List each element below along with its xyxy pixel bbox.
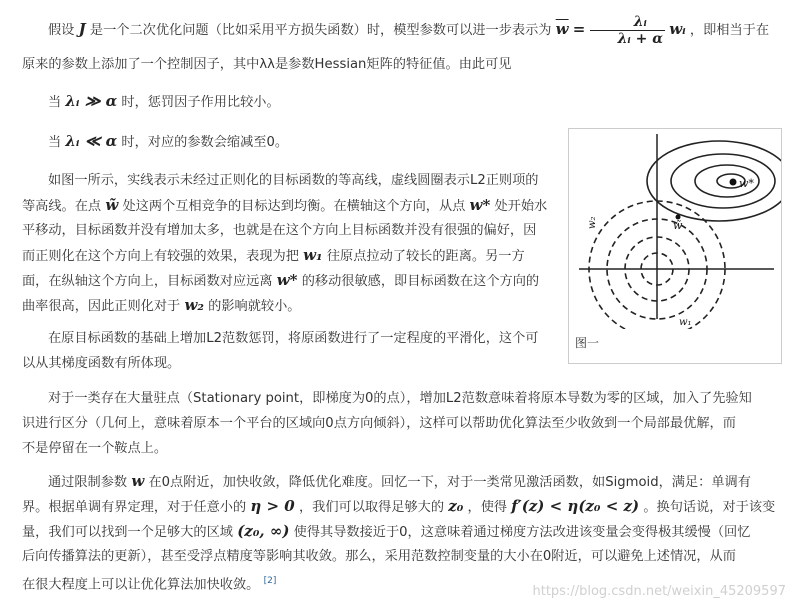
math-w2: w₂ xyxy=(184,296,204,314)
math-z0: z₀ xyxy=(448,497,464,515)
paragraph-2: 当 λᵢ ≫ α 时，惩罚因子作用比较小。 xyxy=(48,92,280,110)
label-w1: w₁ xyxy=(679,317,692,328)
label-w-star: w* xyxy=(739,177,754,190)
math-w-star: w* xyxy=(469,196,491,214)
reference-link[interactable]: [2] xyxy=(263,576,277,586)
w-star-point xyxy=(730,179,737,186)
paragraph-3: 当 λᵢ ≪ α 时，对应的参数会缩减至0。 xyxy=(48,132,289,150)
math-lambda-gg-alpha: λᵢ ≫ α xyxy=(65,92,118,110)
math-lambda-ll-alpha: λᵢ ≪ α xyxy=(65,132,118,150)
math-eta: η > 0 xyxy=(250,497,295,515)
figure-caption: 图一 xyxy=(575,336,600,350)
watermark: https://blog.csdn.net/weixin_45209597 xyxy=(532,584,786,599)
objective-contours xyxy=(647,141,781,221)
math-w-star-2: w* xyxy=(276,271,298,289)
math-interval: (z₀, ∞) xyxy=(237,522,290,540)
math-w-bar: $\overline{w}$ xyxy=(555,20,569,38)
math-J: J xyxy=(78,20,86,38)
math-w: w xyxy=(131,472,145,490)
paragraph-1: 假设 J 是一个二次优化问题（比如采用平方损失函数）时，模型参数可以进一步表示为 $\overline{w}$ = $\frac{\text{λᵢ}}{\text{λᵢ + α}}$ wᵢ ，即相当于在原来的参数上添加了一个控制因子，其中λλ是参数Hessian矩阵的特征值。由此可见 xyxy=(22,13,770,72)
math-w-tilde: w̃ xyxy=(105,196,119,214)
math-w1: w₁ xyxy=(303,246,323,264)
math-w-i: wᵢ xyxy=(669,20,686,38)
fraction: $\frac{\text{λᵢ}}{\text{λᵢ + α}}$ xyxy=(590,14,665,47)
contour-figure xyxy=(569,129,781,329)
math-inequality: f′(z) < η(z₀ < z) xyxy=(511,497,640,515)
label-w2: w₂ xyxy=(587,216,598,229)
label-w-tilde: w̃ xyxy=(673,219,683,232)
figure-box xyxy=(568,128,782,364)
